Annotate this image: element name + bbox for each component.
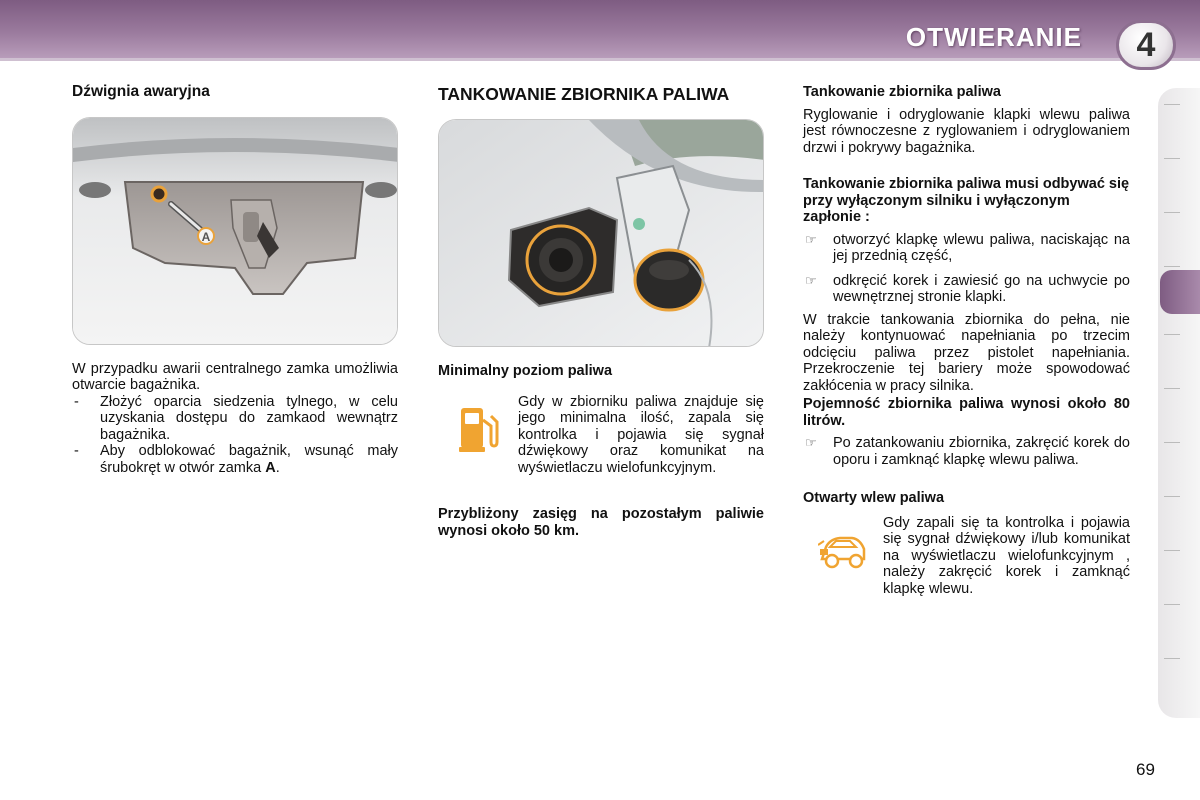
low-fuel-text: Gdy w zbiorniku paliwa znajduje się jego minimalna ilość, zapala się kontrolka i pojawia się sygnał dźwiękowy oraz komunikat na wyświetlaczu wielofunkcyjnym. [518, 393, 764, 476]
active-chapter-tab [1160, 270, 1200, 314]
list-item-text: Złożyć oparcia siedzenia tylnego, w celu uzyskania dostępu do zamkaod wewnątrz bagażnika. [100, 393, 398, 443]
chapter-side-tab [1158, 88, 1200, 718]
low-fuel-warning-block [438, 394, 764, 477]
list-item-text: Aby odblokować bagażnik, wsunąć mały śrubokręt w otwór zamka A. [100, 443, 398, 476]
trunk-lock-illustration [72, 117, 398, 345]
illustration-label-a: A [201, 229, 211, 244]
open-flap-warning-block [803, 515, 1130, 598]
pointing-hand-icon: ☞ [805, 435, 817, 450]
intro-text: W przypadku awarii centralnego zamka umożliwia otwarcie bagażnika. [72, 360, 398, 393]
fuel-filler-illustration [438, 119, 764, 347]
dash-marker: - [74, 443, 79, 459]
fuel-flap-open-icon [803, 515, 883, 598]
column-refueling-details [803, 84, 1130, 597]
tank-capacity: Pojemność zbiornika paliwa wynosi około 80 litrów. [803, 396, 1130, 429]
list-item-text: otworzyć klapkę wlewu paliwa, naciskając na jej przednią część, [833, 231, 1130, 264]
section-heading: TANKOWANIE ZBIORNIKA PALIWA [438, 84, 730, 104]
list-item [805, 273, 1130, 306]
chapter-number-badge: 4 [1116, 20, 1176, 70]
open-flap-text: Gdy zapali się ta kontrolka i pojawia się sygnał dźwiękowy i/lub komunikat na wyświetlaczu wielofunkcyjnym , należy zakręcić korek i zamknąć klapkę wlewu. [883, 514, 1130, 597]
fuel-pump-icon [438, 394, 518, 477]
page-number: 69 [1136, 760, 1155, 779]
list-item [805, 232, 1130, 265]
locking-text: Ryglowanie i odryglowanie klapki wlewu paliwa jest równoczesne z ryglowaniem i odryglowaniem drzwi i pokrywy bagażnika. [803, 106, 1130, 156]
list-item [72, 443, 398, 476]
column-refueling [438, 84, 764, 539]
list-item-text: Po zatankowaniu zbiornika, zakręcić korek do oporu i zamknąć klapkę wlewu paliwa. [833, 435, 1130, 468]
pointing-hand-icon: ☞ [805, 272, 817, 288]
list-item [805, 435, 1130, 468]
chapter-title: OTWIERANIE [905, 22, 1082, 52]
section-heading: Dźwignia awaryjna [72, 83, 210, 100]
dash-marker: - [74, 393, 79, 410]
section-heading: Tankowanie zbiornika paliwa [803, 84, 1001, 100]
list-item [72, 394, 398, 444]
section-heading: Tankowanie zbiornika paliwa musi odbywać się przy wyłączonym silniku i wyłączonym zapłonie : [803, 176, 1130, 225]
column-emergency-lever [72, 84, 398, 476]
section-heading: Otwarty wlew paliwa [803, 490, 945, 506]
pointing-hand-icon: ☞ [805, 231, 817, 247]
range-note: Przybliżony zasięg na pozostałym paliwie wynosi około 50 km. [438, 506, 764, 539]
list-item-text: odkręcić korek i zawiesić go na uchwycie po wewnętrznej stronie klapki. [833, 272, 1130, 305]
overfill-warning-text: W trakcie tankowania zbiornika do pełna, nie należy kontynuować napełniania po trzecim odcięciu paliwa przez pistolet napełniania. Przekroczenie tej bariery może spowodować zakłócenia w pracy silnika. [803, 311, 1130, 394]
sub-heading: Minimalny poziom paliwa [438, 363, 613, 379]
header-divider [0, 58, 1200, 61]
